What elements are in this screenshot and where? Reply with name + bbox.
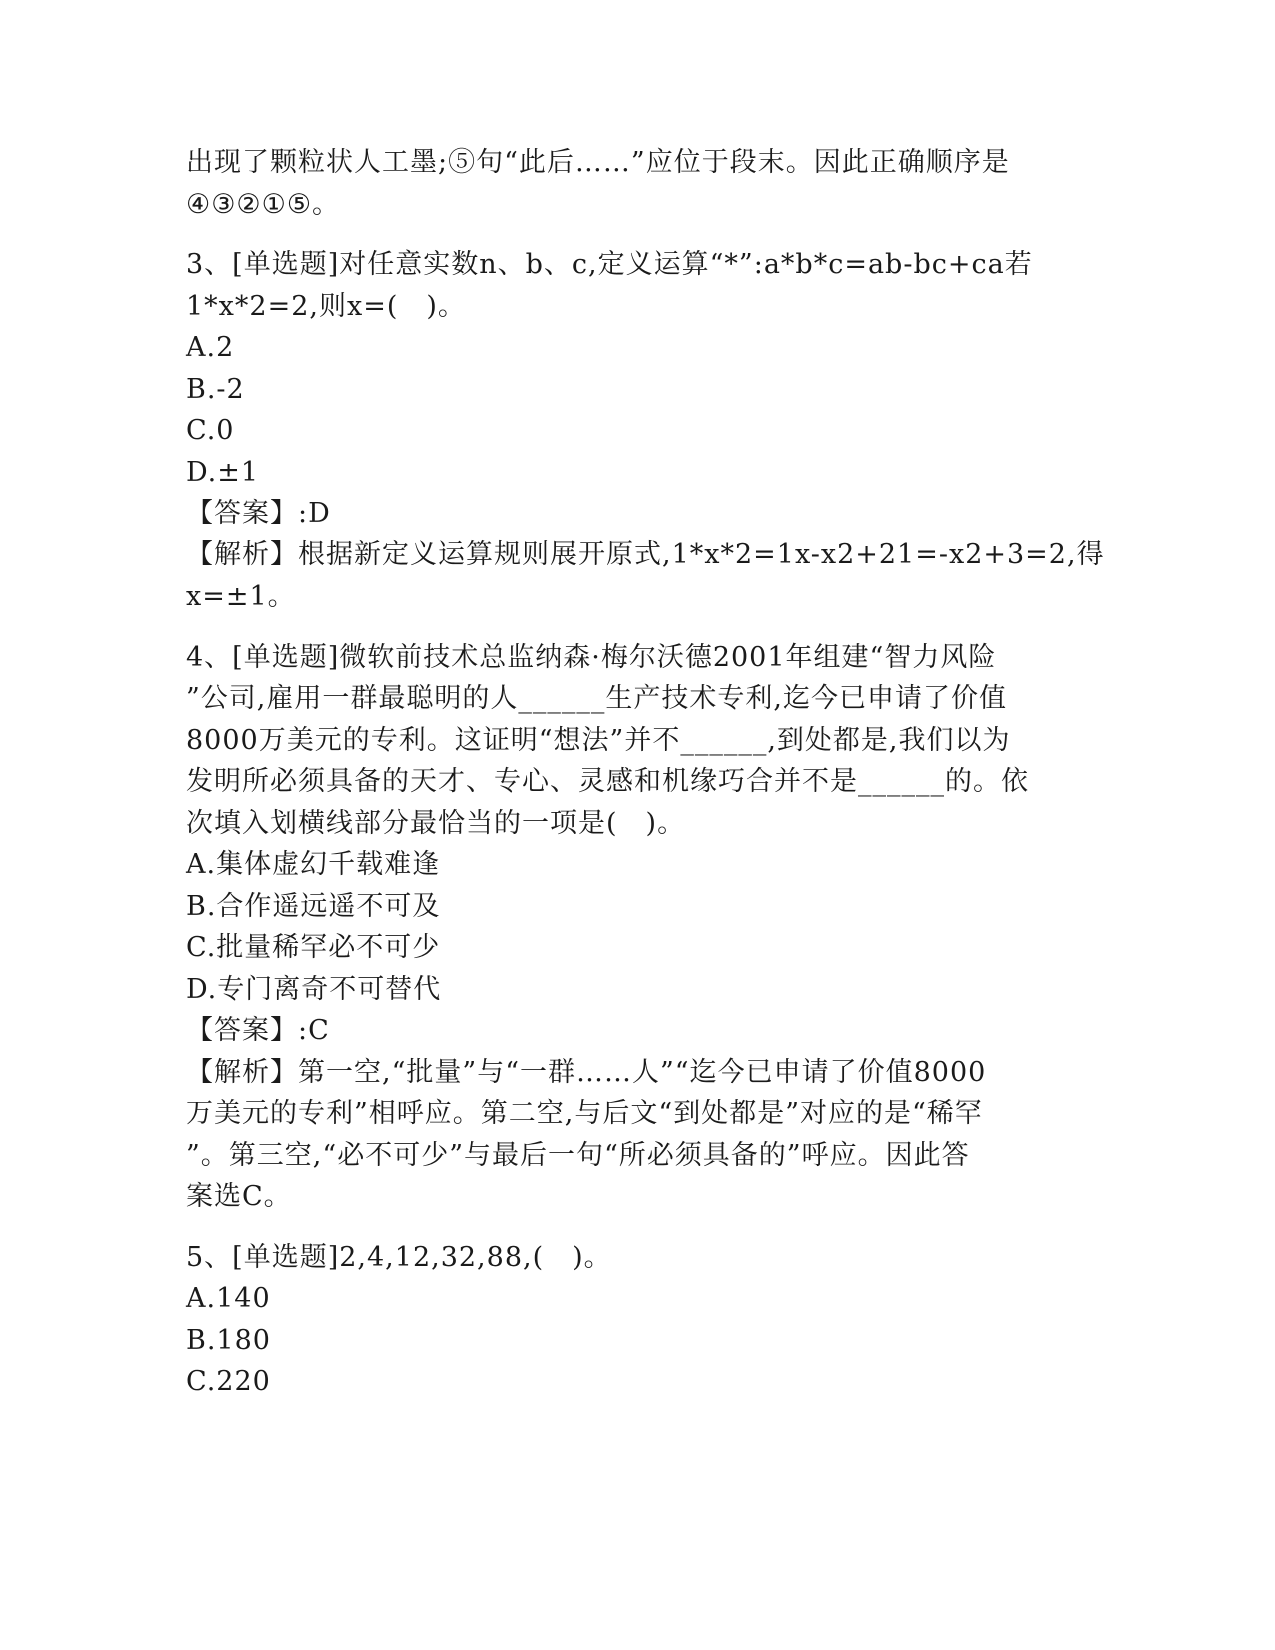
option-a: A.2 <box>186 332 235 363</box>
option-a: A.集体虚幻千载难逢 <box>186 849 441 880</box>
question-4-stem: ”公司,雇用一群最聪明的人______生产技术专利,迄今已申请了价值 <box>186 683 1007 714</box>
question-4-stem: 8000万美元的专利。这证明“想法”并不______,到处都是,我们以为 <box>186 725 1011 756</box>
question-5-stem: 5、[单选题]2,4,12,32,88,( )。 <box>186 1242 612 1273</box>
question-3-stem: 1*x*2=2,则x=( )。 <box>186 291 466 322</box>
explanation-line: 【解析】根据新定义运算规则展开原式,1*x*2=1x-x2+21=-x2+3=2,得 <box>186 539 1105 570</box>
option-d: D.专门离奇不可替代 <box>186 974 442 1005</box>
question-4-stem: 4、[单选题]微软前技术总监纳森·梅尔沃德2001年组建“智力风险 <box>186 642 997 673</box>
question-4-stem: 次填入划横线部分最恰当的一项是( )。 <box>186 808 686 839</box>
option-c: C.220 <box>186 1366 271 1397</box>
option-c: C.批量稀罕必不可少 <box>186 932 441 963</box>
explanation-line: 案选C。 <box>186 1181 292 1212</box>
question-3-stem: 3、[单选题]对任意实数n、b、c,定义运算“*”:a*b*c=ab-bc+ca若 <box>186 249 1033 280</box>
option-b: B.180 <box>186 1325 271 1356</box>
answer-line: 【答案】:D <box>186 498 331 529</box>
explanation-line: x=±1。 <box>186 581 296 612</box>
option-d: D.±1 <box>186 457 260 488</box>
answer-line: 【答案】:C <box>186 1015 330 1046</box>
text-line: ④③②①⑤。 <box>186 189 341 220</box>
explanation-line: 【解析】第一空,“批量”与“一群……人”“迄今已申请了价值8000 <box>186 1057 987 1088</box>
question-4-stem: 发明所必须具备的天才、专心、灵感和机缘巧合并不是______的。依 <box>186 766 1029 797</box>
explanation-line: ”。第三空,“必不可少”与最后一句“所必须具备的”呼应。因此答 <box>186 1140 970 1171</box>
option-b: B.合作遥远遥不可及 <box>186 891 441 922</box>
option-b: B.-2 <box>186 374 245 405</box>
text-line: 出现了颗粒状人工墨;⑤句“此后……”应位于段末。因此正确顺序是 <box>186 147 1010 178</box>
option-a: A.140 <box>186 1283 271 1314</box>
explanation-line: 万美元的专利”相呼应。第二空,与后文“到处都是”对应的是“稀罕 <box>186 1098 983 1129</box>
option-c: C.0 <box>186 415 235 446</box>
